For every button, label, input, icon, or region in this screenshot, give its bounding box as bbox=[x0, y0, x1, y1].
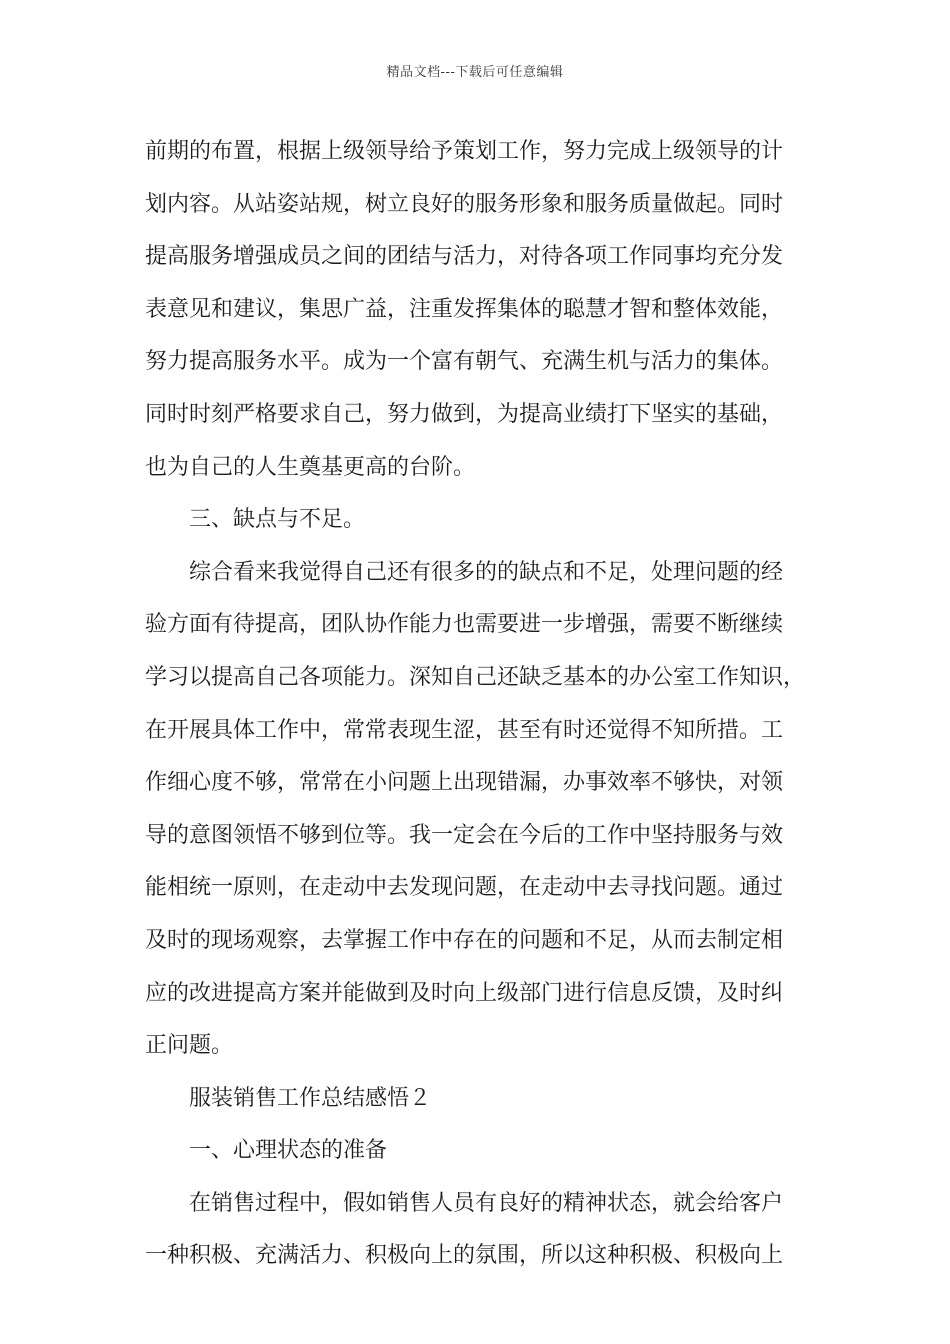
article-title: 服装销售工作总结感悟２ bbox=[189, 1085, 432, 1111]
page-header: 精品文档---下载后可任意编辑 bbox=[386, 65, 564, 80]
section-heading: 三、缺点与不足。 bbox=[189, 507, 366, 533]
text-line: 表意见和建议，集思广益，注重发挥集体的聪慧才智和整体效能， bbox=[145, 296, 784, 322]
text-line: 验方面有待提高，团队协作能力也需要进一步增强，需要不断继续 bbox=[145, 612, 784, 638]
text-line: 能相统一原则，在走动中去发现问题，在走动中去寻找问题。通过 bbox=[145, 875, 784, 901]
text-line: 前期的布置，根据上级领导给予策划工作，努力完成上级领导的计 bbox=[145, 139, 784, 164]
text-line: 一种积极、充满活力、积极向上的氛围，所以这种积极、积极向上 bbox=[145, 1243, 784, 1269]
section-heading: 一、心理状态的准备 bbox=[189, 1138, 388, 1164]
text-line: 提高服务增强成员之间的团结与活力，对待各项工作同事均充分发 bbox=[145, 244, 784, 270]
text-line: 正问题。 bbox=[145, 1033, 234, 1059]
text-line: 同时时刻严格要求自己，努力做到，为提高业绩打下坚实的基础， bbox=[145, 401, 784, 427]
text-line: 作细心度不够，常常在小问题上出现错漏，办事效率不够快，对领 bbox=[145, 770, 784, 796]
text-line: 导的意图领悟不够到位等。我一定会在今后的工作中坚持服务与效 bbox=[145, 822, 784, 848]
paragraph-first-line: 综合看来我觉得自己还有很多的的缺点和不足，处理问题的经 bbox=[189, 559, 784, 585]
text-line: 学习以提高自己各项能力。深知自己还缺乏基本的办公室工作知识， bbox=[145, 664, 806, 690]
text-line: 在开展具体工作中，常常表现生涩，甚至有时还觉得不知所措。工 bbox=[145, 717, 784, 743]
document-body bbox=[145, 126, 825, 1283]
text-line: 努力提高服务水平。成为一个富有朝气、充满生机与活力的集体。 bbox=[145, 349, 784, 375]
paragraph-first-line: 在销售过程中，假如销售人员有良好的精神状态，就会给客户 bbox=[189, 1190, 784, 1216]
text-line: 应的改进提高方案并能做到及时向上级部门进行信息反馈，及时纠 bbox=[145, 980, 784, 1006]
text-line: 也为自己的人生奠基更高的台阶。 bbox=[145, 454, 476, 480]
text-line: 及时的现场观察，去掌握工作中存在的问题和不足，从而去制定相 bbox=[145, 927, 784, 953]
text-line: 划内容。从站姿站规，树立良好的服务形象和服务质量做起。同时 bbox=[145, 191, 784, 217]
